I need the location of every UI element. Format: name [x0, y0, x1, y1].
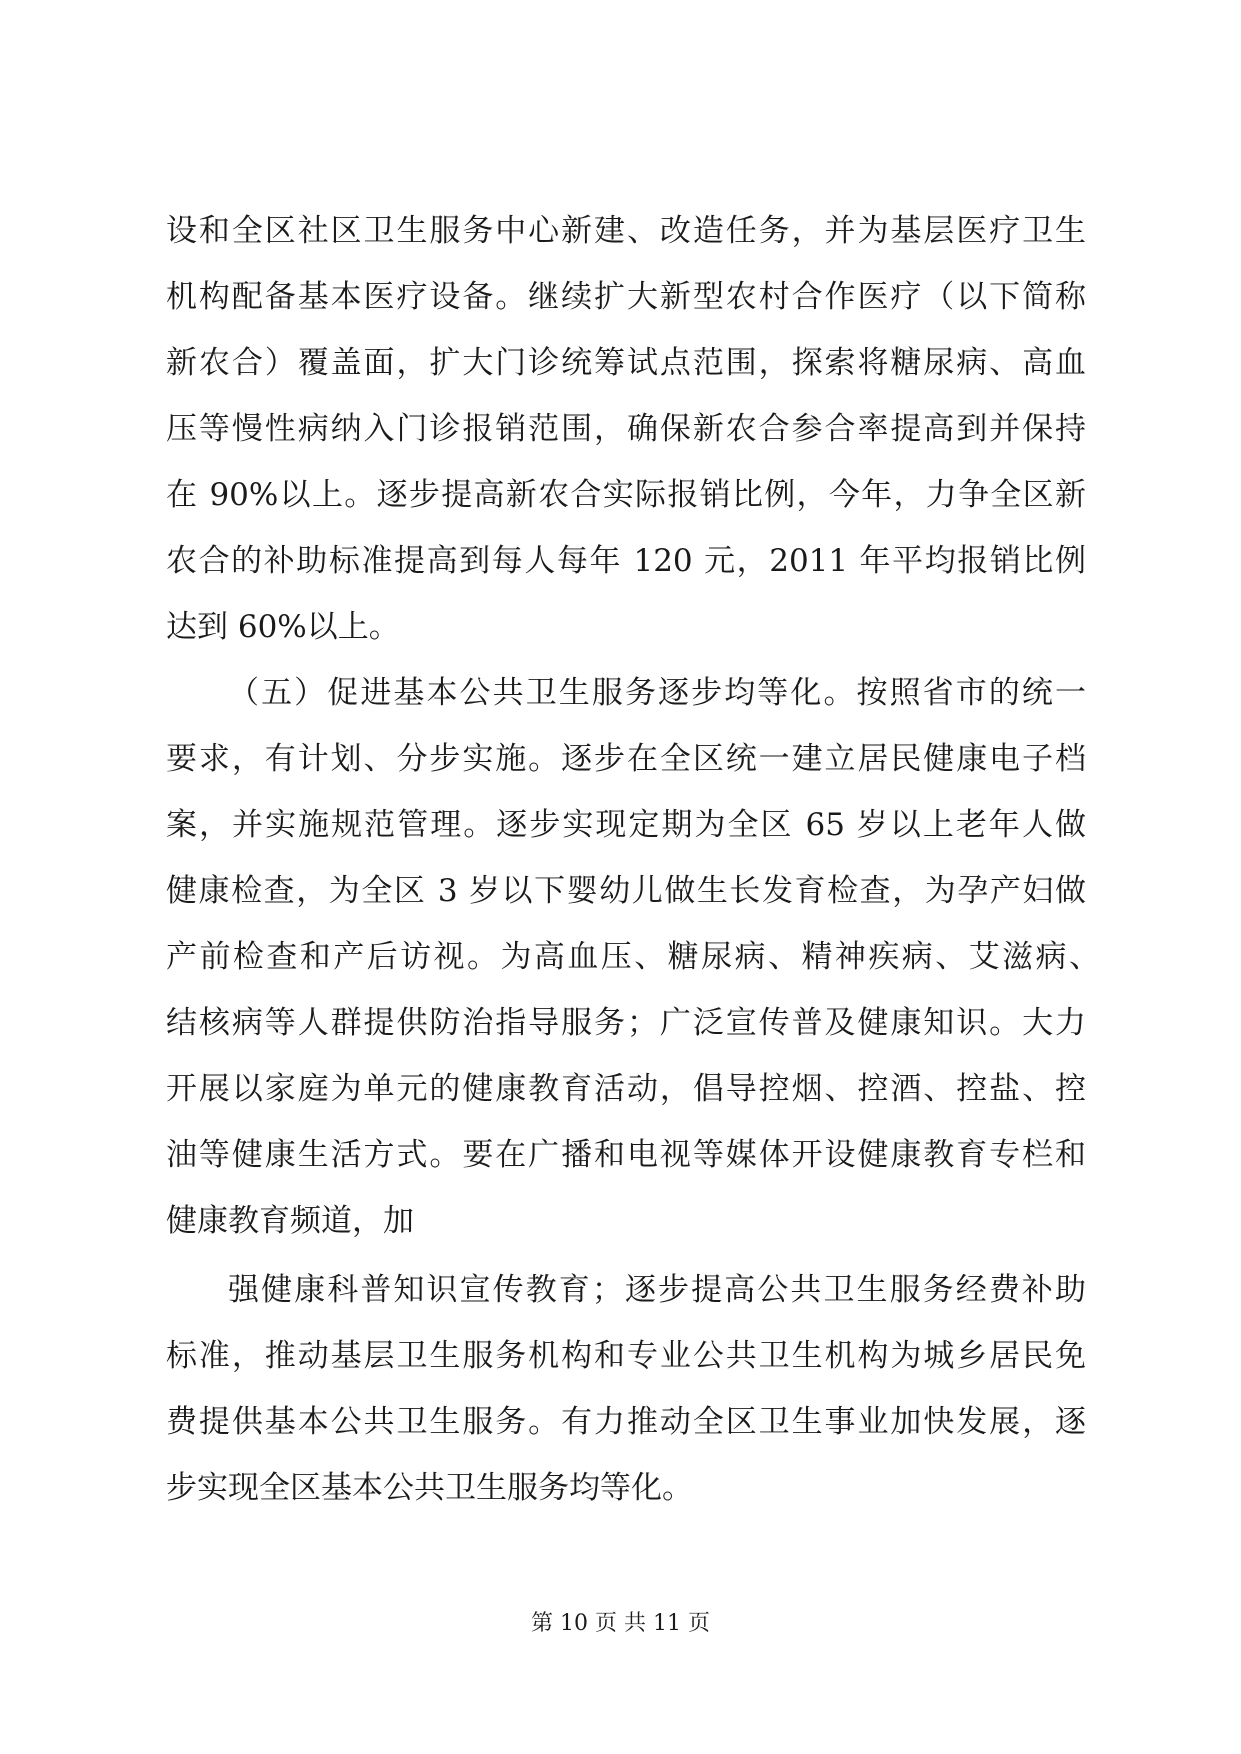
paragraph-line: 要求，有计划、分步实施。逐步在全区统一建立居民健康电子档	[166, 741, 1086, 777]
paragraph-line: 新农合）覆盖面，扩大门诊统筹试点范围，探索将糖尿病、高血	[166, 345, 1086, 381]
paragraph-line: 达到 60%以上。	[166, 609, 400, 645]
paragraph-line: 开展以家庭为单元的健康教育活动，倡导控烟、控酒、控盐、控	[166, 1071, 1086, 1107]
paragraph-line: 健康教育频道，加	[166, 1203, 414, 1239]
paragraph-line: 标准，推动基层卫生服务机构和专业公共卫生机构为城乡居民免	[166, 1338, 1086, 1374]
paragraph-line: 结核病等人群提供防治指导服务；广泛宣传普及健康知识。大力	[166, 1005, 1086, 1041]
paragraph-line: 费提供基本公共卫生服务。有力推动全区卫生事业加快发展，逐	[166, 1404, 1086, 1440]
page-number-footer: 第 10 页 共 11 页	[531, 1611, 710, 1636]
paragraph-line: 设和全区社区卫生服务中心新建、改造任务，并为基层医疗卫生	[166, 213, 1086, 249]
paragraph-line: 农合的补助标准提高到每人每年 120 元，2011 年平均报销比例	[166, 543, 1086, 579]
paragraph-line: 油等健康生活方式。要在广播和电视等媒体开设健康教育专栏和	[166, 1137, 1086, 1173]
paragraph-line: 在 90%以上。逐步提高新农合实际报销比例，今年，力争全区新	[166, 477, 1086, 513]
paragraph-line: 健康检查，为全区 3 岁以下婴幼儿做生长发育检查，为孕产妇做	[166, 873, 1086, 909]
paragraph-line: 步实现全区基本公共卫生服务均等化。	[166, 1470, 693, 1506]
paragraph-line: 产前检查和产后访视。为高血压、糖尿病、精神疾病、艾滋病、	[166, 939, 1100, 975]
paragraph-line: 强健康科普知识宣传教育；逐步提高公共卫生服务经费补助	[228, 1272, 1086, 1308]
paragraph-line: （五）促进基本公共卫生服务逐步均等化。按照省市的统一	[228, 675, 1086, 711]
paragraph-line: 压等慢性病纳入门诊报销范围，确保新农合参合率提高到并保持	[166, 411, 1086, 447]
paragraph-line: 机构配备基本医疗设备。继续扩大新型农村合作医疗（以下简称	[166, 279, 1086, 315]
paragraph-line: 案，并实施规范管理。逐步实现定期为全区 65 岁以上老年人做	[166, 807, 1086, 843]
